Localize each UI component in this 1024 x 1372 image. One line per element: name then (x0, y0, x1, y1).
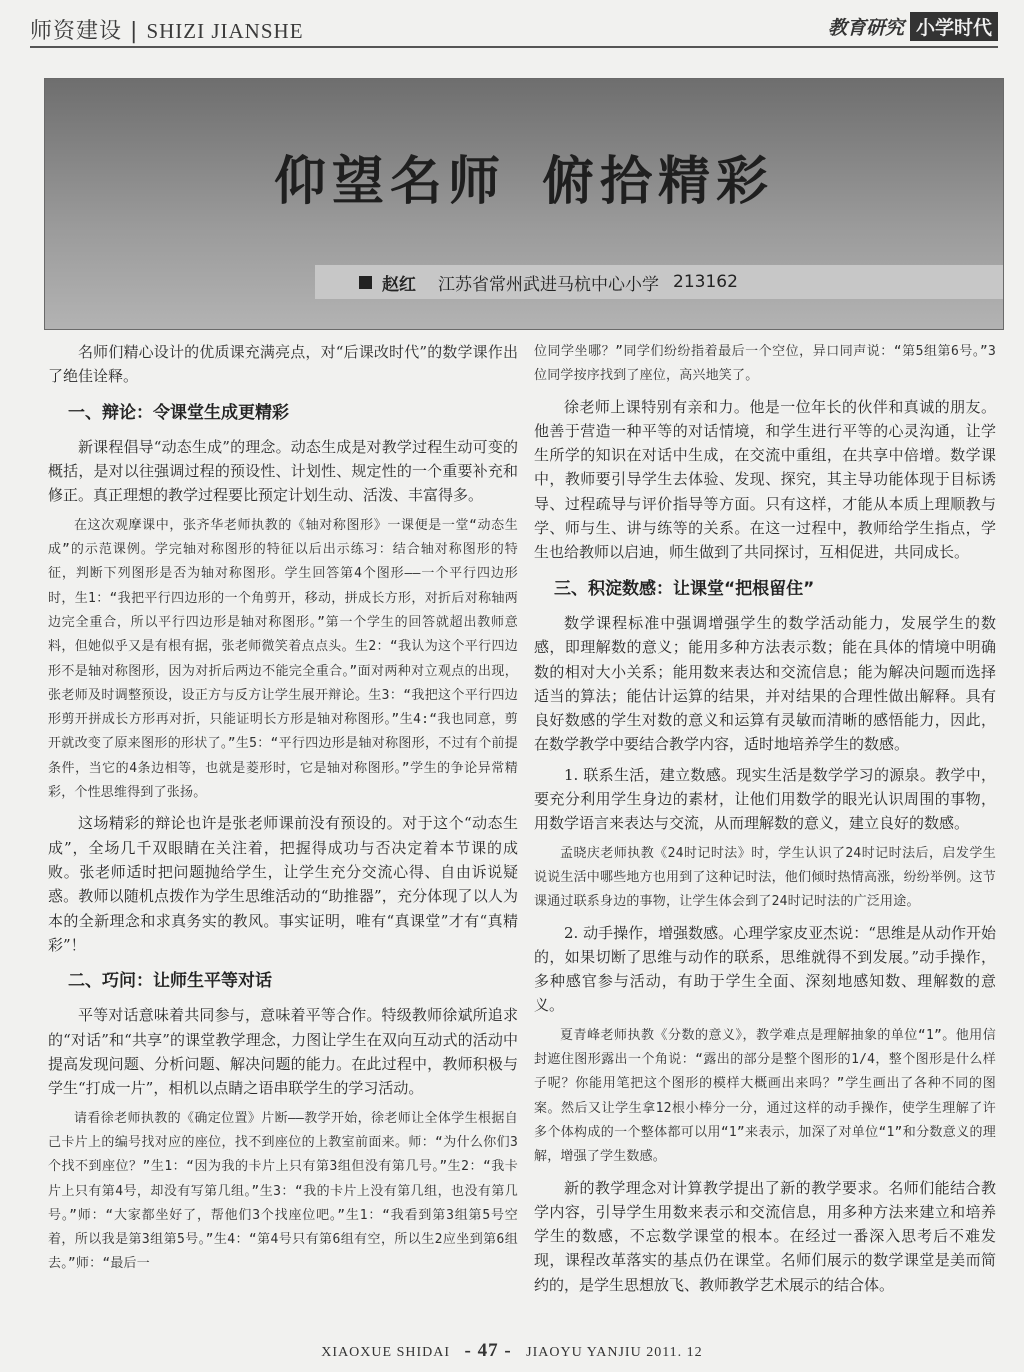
case-paragraph: 孟晓庆老师执教《24时记时法》时，学生认识了24时记时法后，启发学生说说生活中哪些地方也用到了这种记时法，他们倾时热情高涨，纷纷举例。这节课通过联系身边的事物，让学生体会到了24时记时法的广泛用途。 (534, 845, 997, 910)
body-paragraph: 平等对话意味着共同参与，意味着平等合作。特级教师徐斌所追求的“对话”和“共享”的课堂教学理念，力图让学生在双向互动式的活动中提高发现问题、分析问题、解决问题的能力。在此过程中，教师积极与学生“打成一片”，相机以点睛之语串联学生的学习活动。 (48, 1006, 518, 1098)
journal-label: 教育研究 (827, 17, 904, 39)
footer-right: JIAOYU YANJIU 2011. 12 (526, 1345, 703, 1360)
footer-left: XIAOXUE SHIDAI (321, 1345, 451, 1360)
section-heading-3: 三、积淀数感：让课堂“把根留住” (554, 578, 815, 599)
author-bar (315, 265, 1003, 299)
body-paragraph: 这场精彩的辩论也许是张老师课前没有预设的。对于这个“动态生成”，全场几千双眼睛在关注着，把握得成功与否决定着本节课的成败。张老师适时把问题抛给学生，让学生充分交流心得、自由诉说疑惑。教师以随机点拨作为学生思维活动的“助推器”，充分体现了以人为本的全新理念和求真务实的教风。事实证明，唯有“真课堂”才有“真精彩”！ (48, 814, 518, 954)
section-header (30, 14, 304, 45)
article-title-part2: 俯拾精彩 (542, 151, 775, 212)
journal-badge: 小学时代 (910, 12, 998, 41)
body-paragraph: 新的教学理念对计算教学提出了新的教学要求。名师们能结合教学内容，引导学生用数来表示和交流信息，用多种方法来建立和培养学生的数感，不忘数学课堂的根本。在经过一番深入思考后不难发现，课程改革落实的基点仍在课堂。名师们展示的数学课堂是美而简约的，是学生思想放飞、教师教学艺术展示的结合体。 (534, 1178, 996, 1294)
author-name: 赵红 (382, 274, 416, 295)
header-divider (30, 46, 998, 48)
header-separator: | (130, 19, 139, 44)
author-postcode: 213162 (673, 272, 738, 292)
journal-header (828, 12, 998, 41)
section-title-cn: 师资建设 (30, 19, 123, 44)
body-paragraph: 2. 动手操作，增强数感。心理学家皮亚杰说：“思维是从动作开始的，如果切断了思维与动作的联系，思维就得不到发展。”动手操作，多种感官参与活动，有助于学生全面、深刻地感知数、理解数的意义。 (534, 923, 996, 1015)
case-paragraph: 请看徐老师执教的《确定位置》片断——教学开始，徐老师让全体学生根据自己卡片上的编号找对应的座位，找不到座位的上教室前面来。师：“为什么你们3个找不到座位？”生1：“因为我的卡片上只有第3组但没有第几号。”生2：“我卡片上只有第4号，却没有写第几组。”生3：“我的卡片上没有第几组，也没有第几号。”师：“大家都坐好了，帮他们3个找座位吧。”生1：“我看到第3组第5号空着，所以我是第3组第5号。”生4：“第4号只有第6组有空，所以生2应坐到第6组去。”师：“最后一 (48, 1110, 518, 1272)
body-paragraph: 徐老师上课特别有亲和力。他是一位年长的伙伴和真诚的朋友。他善于营造一种平等的对话情境，和学生进行平等的心灵沟通，让学生所学的知识在对话中生成，在交流中重组，在共享中倍增。数学课中，教师要引导学生去体验、发现、探究，其主导功能体现于目标诱导、过程疏导与评价指导等方面。只有这样，才能从本质上理顺教与学、师与生、讲与练等的关系。在这一过程中，教师给学生指点，学生也给教师以启迪，师生做到了共同探讨，互相促进，共同成长。 (534, 397, 996, 562)
body-paragraph: 1. 联系生活，建立数感。现实生活是数学学习的源泉。教学中，要充分利用学生身边的素材，让他们用数学的眼光认识周围的事物，用数学语言来表达与交流，从而理解数的意义，建立良好的数感。 (534, 765, 996, 833)
right-column (534, 340, 996, 1303)
left-column (48, 340, 518, 1283)
body-paragraph: 新课程倡导“动态生成”的理念。动态生成是对教学过程生动可变的概括，是对以往强调过程的预设性、计划性、规定性的一个重要补充和修正。真正理想的教学过程要比预定计划生动、活泼、丰富得多。 (48, 437, 518, 505)
square-bullet-icon (359, 276, 372, 289)
intro-paragraph: 名师们精心设计的优质课充满亮点，对“后课改时代”的数学课作出了绝佳诠释。 (48, 343, 518, 386)
article-title (45, 139, 1003, 214)
author-organization: 江苏省常州武进马杭中心小学 (438, 274, 659, 295)
case-paragraph: 夏青峰老师执教《分数的意义》，教学难点是理解抽象的单位“1”。他用信封遮住图形露出一个角说：“露出的部分是整个图形的1/4，整个图形是什么样子呢？你能用笔把这个图形的模样大概画出来吗？”学生画出了各种不同的图案。然后又让学生拿12根小棒分一分，通过这样的动手操作，使学生理解了许多个体构成的一个整体都可以用“1”来表示，加深了对单位“1”和分数意义的理解，增强了学生数感。 (534, 1027, 996, 1165)
case-paragraph: 在这次观摩课中，张齐华老师执教的《轴对称图形》一课便是一堂“动态生成”的示范课例。学完轴对称图形的特征以后出示练习：结合轴对称图形的特征，判断下列图形是否为轴对称图形。学生回答第4个图形——一个平行四边形时，生1：“我把平行四边形的一个角剪开，移动，拼成长方形，对折后对称轴两边完全重合，所以平行四边形是轴对称图形。”第一个学生的回答就超出教师意料，但她似乎又是有根有据，张老师微笑着点点头。生2：“我认为这个平行四边形不是轴对称图形，因为对折后两边不能完全重合。”面对两种对立观点的出现，张老师及时调整预设，设正方与反方让学生展开辩论。生3：“我把这个平行四边形剪开拼成长方形再对折，只能证明长方形是轴对称图形。”生4:“我也同意，剪开就改变了原来图形的形状了。”生5：“平行四边形是轴对称图形，不过有个前提条件，当它的4条边相等，也就是菱形时，它是轴对称图形。”学生的争论异常精彩，个性思维得到了张扬。 (48, 517, 518, 801)
section-heading-2: 二、巧问：让师生平等对话 (68, 971, 272, 992)
section-title-en: SHIZI JIANSHE (146, 19, 304, 43)
article-title-part1: 仰望名师 (273, 151, 506, 212)
page-footer (0, 1340, 1024, 1362)
case-paragraph-continued: 位同学坐哪？”同学们纷纷指着最后一个空位，异口同声说：“第5组第6号。”3位同学按序找到了座位，高兴地笑了。 (534, 344, 996, 384)
page-number: - 47 - (464, 1340, 512, 1361)
title-banner (44, 78, 1004, 330)
body-paragraph: 数学课程标准中强调增强学生的数学活动能力，发展学生的数感，即理解数的意义；能用多种方法表示数；能在具体的情境中明确数的相对大小关系；能用数来表达和交流信息；能为解决问题而选择适当的算法；能估计运算的结果，并对结果的合理性做出解释。具有良好数感的学生对数的意义和运算有灵敏而清晰的感悟能力，因此，在数学教学中要结合教学内容，适时地培养学生的数感。 (534, 613, 996, 754)
section-heading-1: 一、辩论：令课堂生成更精彩 (68, 402, 289, 423)
